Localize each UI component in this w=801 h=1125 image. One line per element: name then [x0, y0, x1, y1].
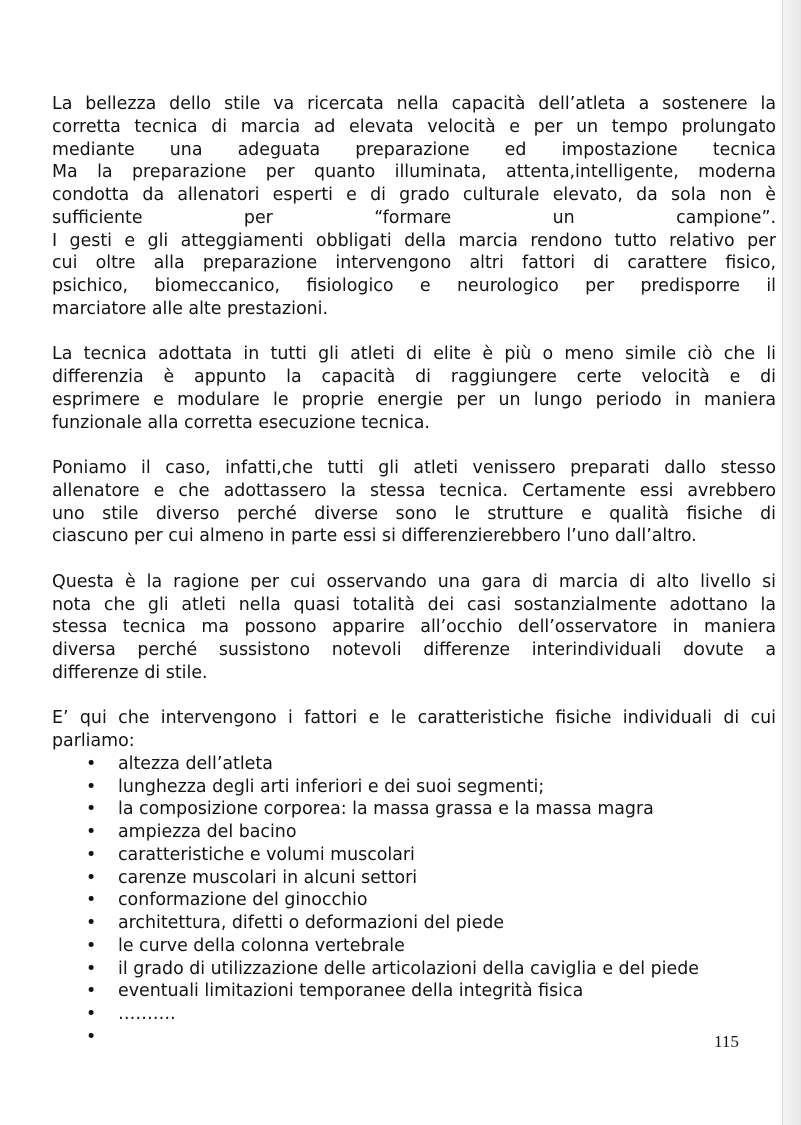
text-line: parliamo: [52, 731, 135, 751]
text-line: La tecnica adottata in tutti gli atleti di elite è più o meno simile ciò che li [52, 344, 776, 365]
text-line: psichico, biomeccanico, fisiologico e neurologico per predisporre il [52, 276, 776, 296]
text-line: diversa perché sussistono notevoli differenze interindividuali dovute a [52, 640, 776, 660]
list-item [52, 867, 776, 890]
list-item-text: carenze muscolari in alcuni settori [118, 867, 418, 888]
bullet-icon: • [86, 913, 97, 933]
text-line: uno stile diverso perché diverse sono le strutture e qualità fisiche di [52, 503, 776, 524]
bullet-icon: • [86, 867, 97, 888]
bullet-icon: • [86, 981, 97, 1002]
text-line: differenzia è appunto la capacità di raggiungere certe velocità e di [52, 367, 776, 387]
list-item-text: ………. [118, 1004, 176, 1024]
text-line: allenatore e che adottassero la stessa tecnica. Certamente essi avrebbero [52, 480, 776, 501]
list-item-text: il grado di utilizzazione delle articolazioni della caviglia e del piede [118, 958, 699, 979]
text-line: differenze di stile. [52, 662, 208, 683]
text-line: I gesti e gli atteggiamenti obbligati della marcia rendono tutto relativo per [52, 230, 776, 251]
list-item-text: la composizione corporea: la massa grassa e la massa magra [118, 799, 654, 820]
bullet-icon: • [86, 958, 97, 979]
text-line: La bellezza dello stile va ricercata nella capacità dell’atleta a sostenere la [52, 94, 776, 114]
bullet-icon: • [86, 890, 97, 911]
text-line: condotta da allenatori esperti e di grado culturale elevato, da sola non è [52, 185, 776, 205]
text-line: corretta tecnica di marcia ad elevata velocità e per un tempo prolungato [52, 116, 776, 137]
list-item-text: le curve della colonna vertebrale [118, 935, 405, 956]
list-item-text: conformazione del ginocchio [118, 890, 368, 911]
bullet-icon: • [86, 1026, 97, 1047]
text-line: sufficiente per “formare un campione”. [52, 207, 776, 228]
list-item [52, 821, 776, 844]
list-item-text: eventuali limitazioni temporanee della integrità fisica [118, 981, 584, 1002]
body-paragraph [52, 457, 776, 548]
list-item-text: altezza dell’atleta [118, 753, 273, 774]
bullet-icon: • [86, 822, 97, 842]
list-item [52, 935, 776, 958]
list-item [52, 1003, 776, 1026]
list-item [52, 889, 776, 912]
list-item [52, 798, 776, 821]
bullet-icon: • [86, 935, 97, 956]
body-paragraph [52, 571, 776, 685]
list-item-text: architettura, difetti o deformazioni del piede [118, 913, 505, 933]
text-line: marciatore alle alte prestazioni. [52, 298, 328, 319]
text-line: esprimere e modulare le proprie energie per un lungo periodo in maniera [52, 389, 776, 410]
bullet-icon: • [86, 776, 97, 797]
text-line: funzionale alla corretta esecuzione tecnica. [52, 412, 430, 433]
text-line: Questa è la ragione per cui osservando una gara di marcia di alto livello si [52, 571, 776, 592]
list-item-text: caratteristiche e volumi muscolari [118, 844, 415, 865]
list-item [52, 844, 776, 867]
list-item [52, 958, 776, 981]
body-paragraph [52, 93, 776, 321]
text-line: stessa tecnica ma possono apparire all’occhio dell’osservatore in maniera [52, 617, 776, 638]
page-edge-shadow [782, 0, 801, 1125]
list-item [52, 912, 776, 935]
list-item [52, 753, 776, 776]
text-line: nota che gli atleti nella quasi totalità dei casi sostanzialmente adottano la [52, 594, 776, 615]
list-item [52, 776, 776, 799]
page-number: 115 [714, 1032, 739, 1051]
bullet-icon: • [86, 799, 97, 820]
list-item-text: lunghezza degli arti inferiori e dei suoi segmenti; [118, 776, 545, 797]
list-intro-paragraph [52, 707, 776, 753]
body-paragraph [52, 343, 776, 434]
text-line: mediante una adeguata preparazione ed impostazione tecnica [52, 139, 776, 160]
text-line: ciascuno per cui almeno in parte essi si differenzierebbero l’uno dall’altro. [52, 526, 697, 547]
paragraph-container [52, 93, 776, 685]
list-item [52, 980, 776, 1003]
text-line: E’ qui che intervengono i fattori e le caratteristiche fisiche individuali di cui [52, 708, 776, 729]
bullet-icon: • [86, 844, 97, 865]
text-line: cui oltre alla preparazione intervengono altri fattori di carattere fisico, [52, 253, 776, 274]
text-line: Ma la preparazione per quanto illuminata, attenta,intelligente, moderna [52, 162, 776, 183]
list-item-text: ampiezza del bacino [118, 822, 297, 842]
bullet-icon: • [86, 753, 97, 774]
bullet-icon: • [86, 1004, 97, 1024]
text-line: Poniamo il caso, infatti,che tutti gli atleti venissero preparati dallo stesso [52, 458, 776, 478]
